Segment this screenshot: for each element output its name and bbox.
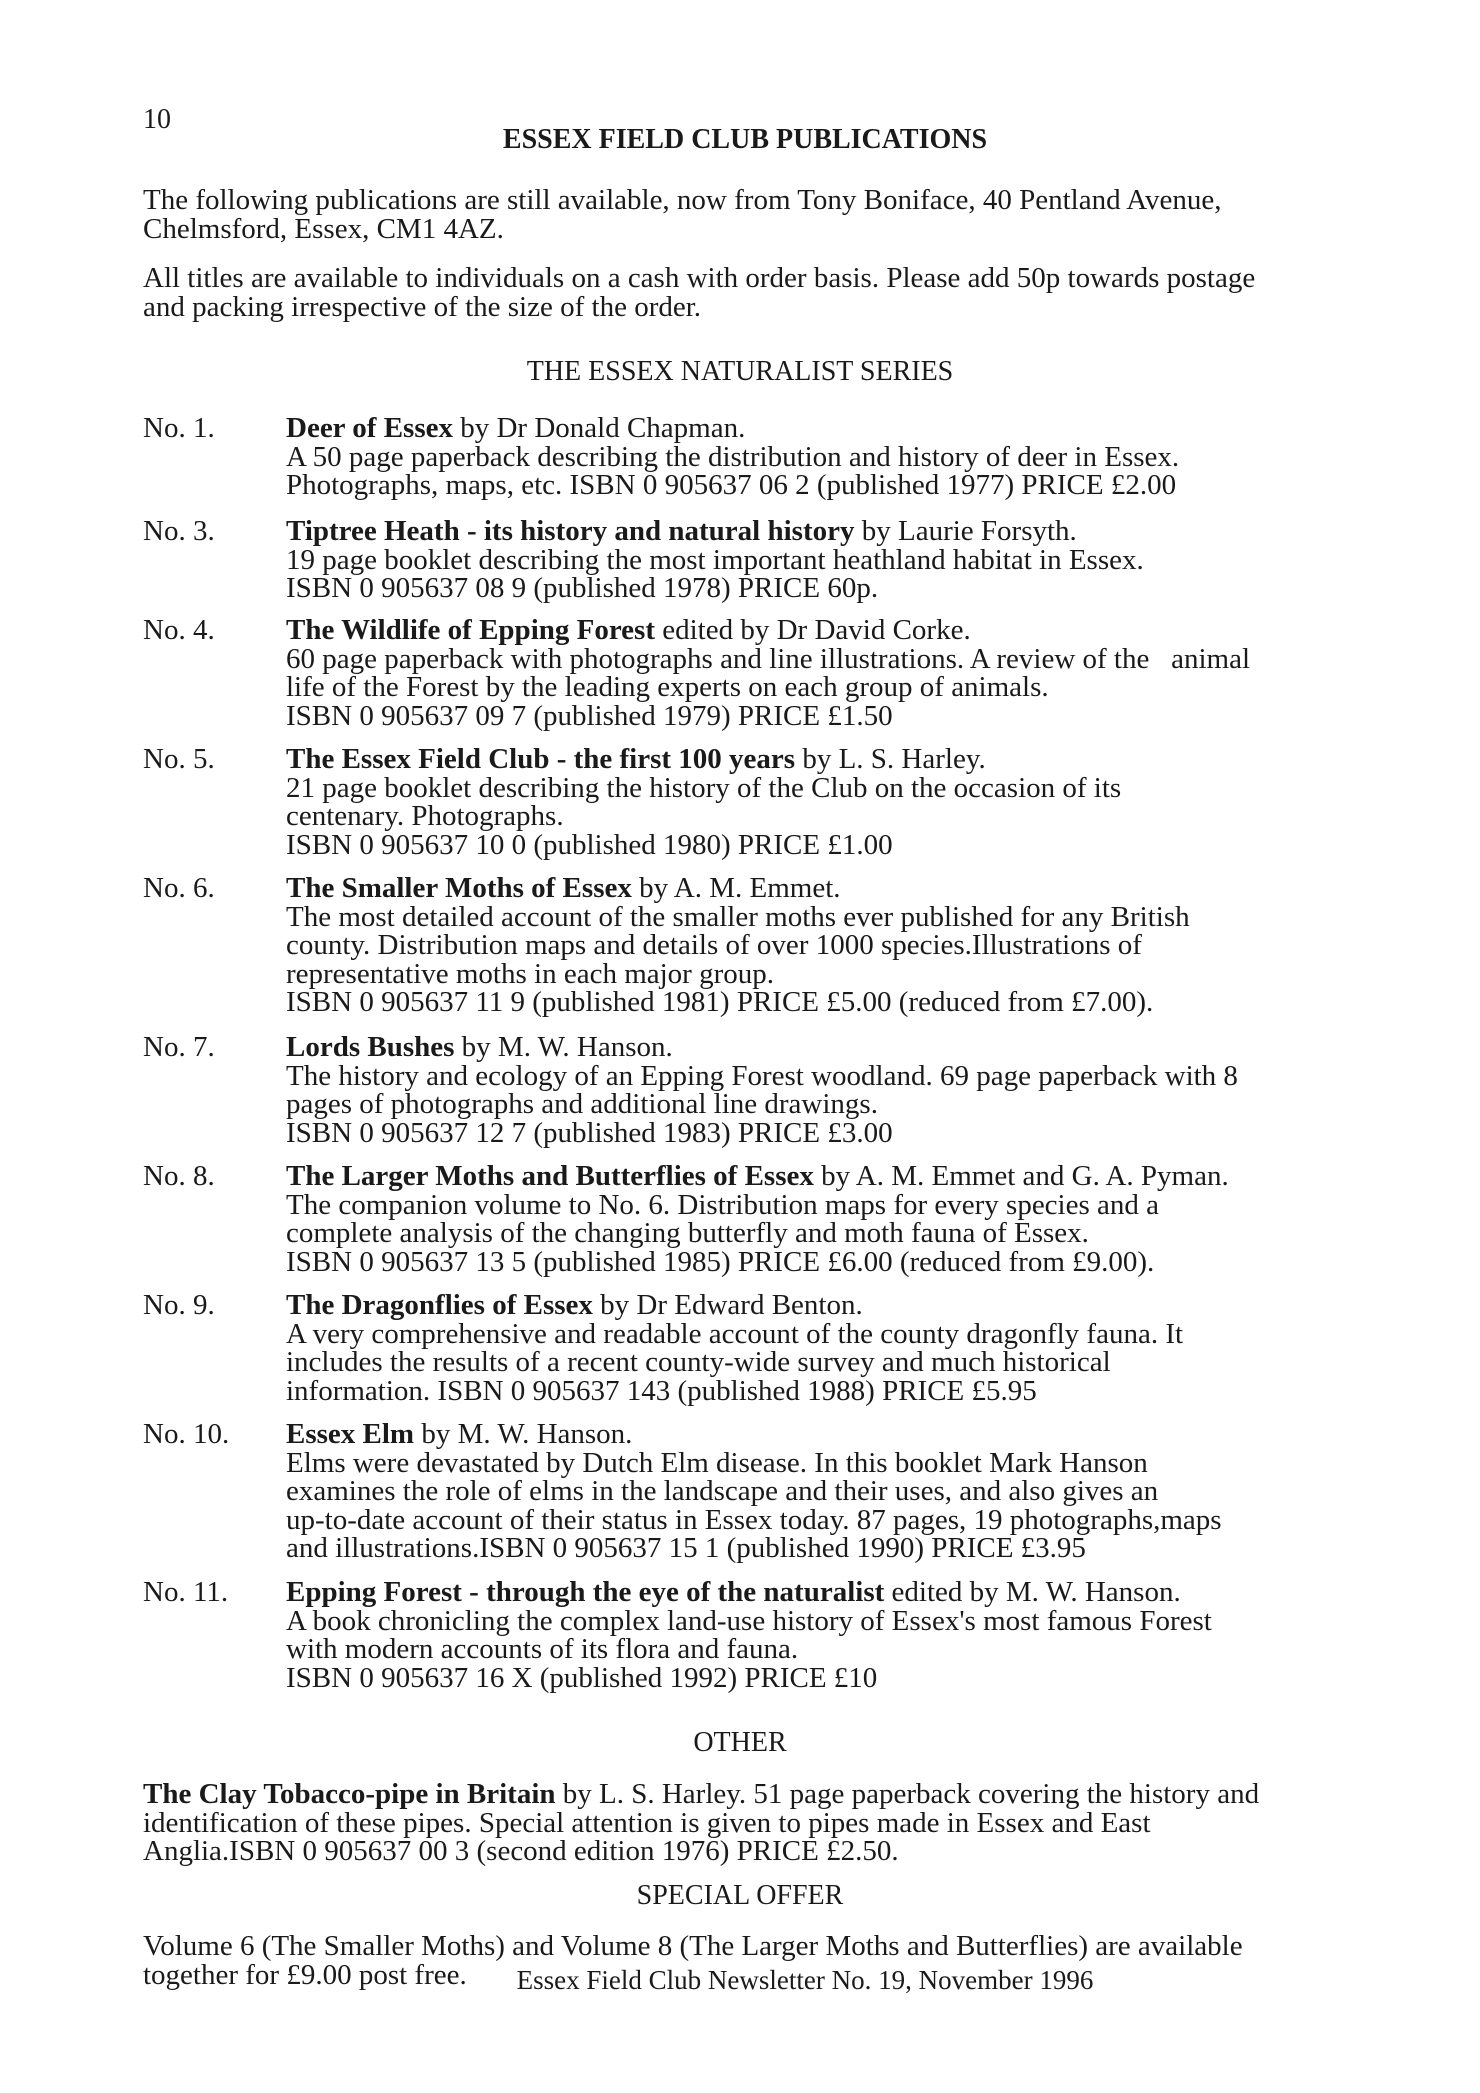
entry-body [286, 1420, 1346, 1563]
entry-description-line: pages of photographs and additional line drawings. [286, 1088, 878, 1121]
entry-description-line: Photographs, maps, etc. ISBN 0 905637 06 2 (published 1977) PRICE £2.00 [286, 469, 1177, 502]
entry-description-line: The companion volume to No. 6. Distribution maps for every species and a [286, 1188, 1160, 1221]
entry-description-line: information. ISBN 0 905637 143 (published 1988) PRICE £5.95 [286, 1374, 1037, 1407]
entry-number: No. 3. [143, 515, 215, 547]
entry-description-line: The history and ecology of an Epping Forest woodland. 69 page paperback with 8 [286, 1059, 1238, 1092]
entry-description-line: and illustrations.ISBN 0 905637 15 1 (published 1990) PRICE £3.95 [286, 1532, 1086, 1565]
entry-description-line: A 50 page paperback describing the distribution and history of deer in Essex. [286, 440, 1180, 473]
entry-description-line: representative moths in each major group. [286, 957, 775, 990]
entry-number: No. 4. [143, 614, 215, 646]
entry-byline: by L. S. Harley. [795, 743, 986, 775]
intro-line: The following publications are still available, now from Tony Boniface, 40 Pentland Avenue, [143, 184, 1222, 216]
entry-body [286, 616, 1346, 730]
entry-number: No. 5. [143, 743, 215, 775]
entry-description-line: 21 page booklet describing the history of the Club on the occasion of its [286, 771, 1122, 804]
entry-number: No. 8. [143, 1160, 215, 1192]
entry-description-line: A very comprehensive and readable account of the county dragonfly fauna. It [286, 1317, 1184, 1350]
entry-number: No. 1. [143, 412, 215, 444]
special-line: Volume 6 (The Smaller Moths) and Volume 8 (The Larger Moths and Butterflies) are available [143, 1930, 1243, 1962]
entry-byline: by M. W. Hanson. [414, 1418, 633, 1450]
entry-body [286, 1033, 1346, 1147]
entry-description-line: complete analysis of the changing butterfly and moth fauna of Essex. [286, 1217, 1089, 1250]
entry-body [286, 517, 1346, 603]
entry-body [286, 874, 1346, 1017]
entry-title: Tiptree Heath - its history and natural history [286, 515, 855, 547]
entry-description-line: centenary. Photographs. [286, 800, 564, 833]
entry-number: No. 6. [143, 872, 215, 904]
entry-byline: by A. M. Emmet and G. A. Pyman. [813, 1160, 1229, 1192]
page-footer: Essex Field Club Newsletter No. 19, November 1996 [516, 1965, 1094, 1995]
intro-line: and packing irrespective of the size of the order. [143, 291, 702, 323]
intro-paragraph-2 [143, 264, 1343, 322]
entry-title-line [286, 1291, 1346, 1320]
series-heading: THE ESSEX NATURALIST SERIES [526, 356, 954, 387]
entry-title-line [286, 1162, 1346, 1191]
entry-title-line [286, 1420, 1346, 1449]
entry-title: The Smaller Moths of Essex [286, 872, 632, 904]
entry-byline: by Dr Edward Benton. [592, 1289, 863, 1321]
entry-description-line: ISBN 0 905637 10 0 (published 1980) PRICE £1.00 [286, 828, 893, 861]
entry-title: Essex Elm [286, 1418, 415, 1450]
entry-title-line [286, 616, 1346, 645]
entry-description-line: 60 page paperback with photographs and line illustrations. A review of the animal [286, 642, 1251, 675]
other-title: The Clay Tobacco-pipe in Britain [143, 1778, 556, 1810]
entry-title-line [286, 1578, 1346, 1607]
entry-title-line [286, 517, 1346, 546]
entry-byline: by Dr Donald Chapman. [452, 412, 746, 444]
entry-description-line: ISBN 0 905637 16 X (published 1992) PRICE £10 [286, 1661, 878, 1694]
entry-title: Epping Forest - through the eye of the naturalist [286, 1576, 885, 1608]
entry-description-line: includes the results of a recent county-wide survey and much historical [286, 1346, 1111, 1379]
entry-description-line: The most detailed account of the smaller moths ever published for any British [286, 900, 1190, 933]
entry-byline: by A. M. Emmet. [631, 872, 841, 904]
intro-paragraph-1 [143, 186, 1343, 244]
entry-body [286, 414, 1346, 500]
entry-title: Deer of Essex [286, 412, 453, 444]
entry-number: No. 11. [143, 1576, 229, 1608]
entry-body [286, 745, 1346, 859]
entry-body [286, 1291, 1346, 1405]
entry-title: Lords Bushes [286, 1031, 455, 1063]
entry-title-line [286, 874, 1346, 903]
entry-description-line: Elms were devastated by Dutch Elm disease. In this booklet Mark Hanson [286, 1446, 1148, 1479]
intro-line: All titles are available to individuals on a cash with order basis. Please add 50p towards postage [143, 262, 1256, 294]
entry-byline: by M. W. Hanson. [454, 1031, 673, 1063]
page-number: 10 [143, 104, 171, 135]
special-offer-heading: SPECIAL OFFER [636, 1880, 844, 1911]
entry-description-line: ISBN 0 905637 08 9 (published 1978) PRICE 60p. [286, 572, 879, 605]
page-title: ESSEX FIELD CLUB PUBLICATIONS [502, 124, 988, 155]
entry-description-line: ISBN 0 905637 09 7 (published 1979) PRICE £1.50 [286, 699, 893, 732]
entry-byline: edited by M. W. Hanson. [884, 1576, 1181, 1608]
entry-description-line: 19 page booklet describing the most important heathland habitat in Essex. [286, 543, 1144, 576]
special-line: together for £9.00 post free. [143, 1958, 467, 1991]
entry-number: No. 9. [143, 1289, 215, 1321]
entry-title-line [286, 1033, 1346, 1062]
other-heading: OTHER [693, 1727, 787, 1758]
entry-number: No. 10. [143, 1418, 230, 1450]
entry-description-line: life of the Forest by the leading experts on each group of animals. [286, 671, 1049, 704]
entry-description-line: ISBN 0 905637 11 9 (published 1981) PRICE £5.00 (reduced from £7.00). [286, 986, 1154, 1019]
intro-line: Chelmsford, Essex, CM1 4AZ. [143, 213, 504, 245]
entry-title: The Dragonflies of Essex [286, 1289, 593, 1321]
entry-number: No. 7. [143, 1031, 215, 1063]
entry-byline: by Laurie Forsyth. [854, 515, 1077, 547]
entry-title-line [286, 745, 1346, 774]
other-first-line [143, 1780, 1343, 1809]
entry-body [286, 1162, 1346, 1276]
other-line: Anglia.ISBN 0 905637 00 3 (second edition 1976) PRICE £2.50. [143, 1835, 899, 1868]
other-publication [143, 1780, 1343, 1866]
entry-description-line: county. Distribution maps and details of over 1000 species.Illustrations of [286, 929, 1142, 962]
other-byline: by L. S. Harley. 51 page paperback covering the history and [555, 1778, 1260, 1810]
entry-byline: edited by Dr David Corke. [655, 614, 971, 646]
entry-description-line: A book chronicling the complex land-use history of Essex's most famous Forest [286, 1604, 1212, 1637]
entry-description-line: up-to-date account of their status in Essex today. 87 pages, 19 photographs,maps [286, 1503, 1222, 1536]
entry-title: The Larger Moths and Butterflies of Essex [286, 1160, 814, 1192]
entry-title: The Wildlife of Epping Forest [286, 614, 655, 646]
entry-body [286, 1578, 1346, 1692]
entry-description-line: with modern accounts of its flora and fauna. [286, 1633, 799, 1666]
entry-description-line: ISBN 0 905637 12 7 (published 1983) PRICE £3.00 [286, 1116, 893, 1149]
entry-description-line: examines the role of elms in the landscape and their uses, and also gives an [286, 1475, 1159, 1508]
entry-description-line: ISBN 0 905637 13 5 (published 1985) PRICE £6.00 (reduced from £9.00). [286, 1245, 1155, 1278]
entry-title-line [286, 414, 1346, 443]
entry-title: The Essex Field Club - the first 100 years [286, 743, 796, 775]
other-line: identification of these pipes. Special attention is given to pipes made in Essex and East [143, 1806, 1151, 1839]
